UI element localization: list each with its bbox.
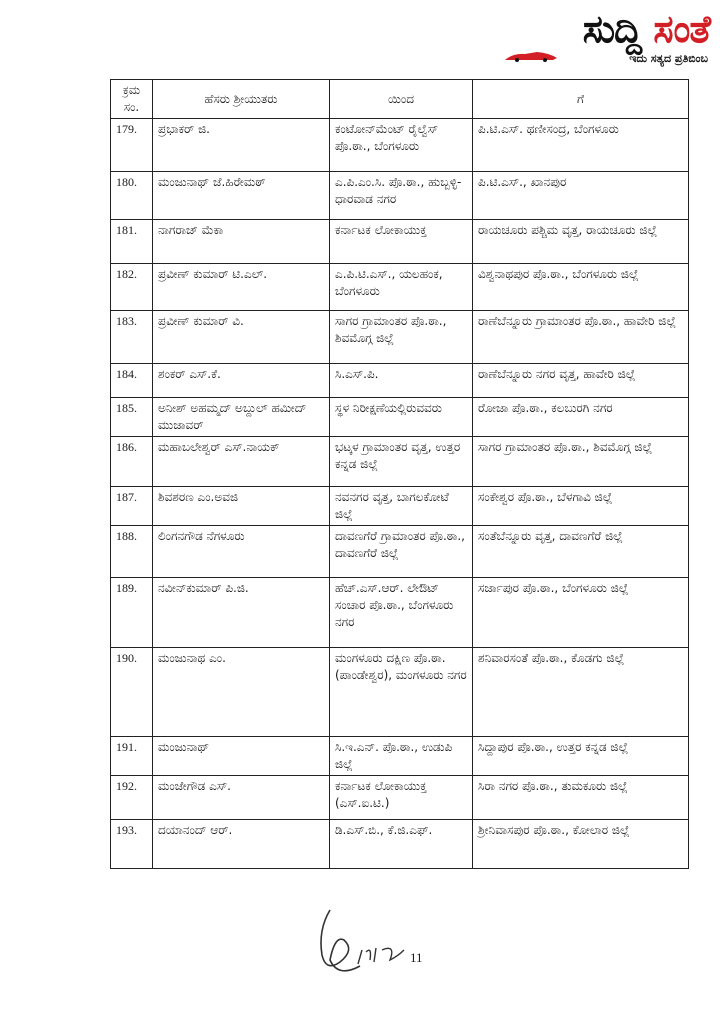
cell-from: ಸಿ.ಇ.ಎನ್. ಪೊ.ಠಾ., ಉಡುಪಿ ಜಿಲ್ಲೆ bbox=[330, 737, 473, 776]
cell-to: ಸಿರಾ ನಗರ ಪೊ.ಠಾ., ತುಮಕೂರು ಜಿಲ್ಲೆ bbox=[473, 776, 689, 820]
cell-serial: 188. bbox=[111, 526, 153, 578]
page-number: 11 bbox=[410, 950, 423, 965]
cell-from: ಸಿ.ಎಸ್.ಪಿ. bbox=[330, 364, 473, 398]
car-icon bbox=[503, 50, 559, 62]
logo-wordmark bbox=[583, 6, 710, 52]
logo-word-suddi: ಸುದ್ದಿ bbox=[582, 7, 642, 51]
cell-name: ಶಂಕರ್ ಎಸ್.ಕೆ. bbox=[153, 364, 330, 398]
signature bbox=[300, 900, 440, 980]
cell-serial: 185. bbox=[111, 398, 153, 437]
table-row bbox=[111, 398, 689, 437]
header-serial: ಕ್ರಮ ಸಂ. bbox=[111, 80, 153, 119]
table-row bbox=[111, 220, 689, 264]
cell-from: ಸ್ಥಳ ನಿರೀಕ್ಷಣೆಯಲ್ಲಿರುವವರು bbox=[330, 398, 473, 437]
cell-to: ರಾಣೆಬೆನ್ನೂರು ನಗರ ವೃತ್ತ, ಹಾವೇರಿ ಜಿಲ್ಲೆ bbox=[473, 364, 689, 398]
table-row bbox=[111, 648, 689, 737]
table-row bbox=[111, 578, 689, 648]
cell-name: ಮಂಜುನಾಥ್ bbox=[153, 737, 330, 776]
cell-name: ಅನೀಶ್ ಅಹಮ್ಮದ್ ಅಬ್ದುಲ್ ಹಮೀದ್ ಮುಜಾವರ್ bbox=[153, 398, 330, 437]
cell-from: ಎ.ಪಿ.ಎಂ.ಸಿ. ಪೊ.ಠಾ., ಹುಬ್ಬಳ್ಳಿ-ಧಾರವಾಡ ನಗರ bbox=[330, 172, 473, 220]
table-row bbox=[111, 526, 689, 578]
logo-word-sante: ಸಂತೆ bbox=[653, 7, 710, 51]
cell-from: ಭಟ್ಕಳ ಗ್ರಾಮಾಂತರ ವೃತ್ತ, ಉತ್ತರ ಕನ್ನಡ ಜಿಲ್ಲೆ bbox=[330, 437, 473, 487]
table-row bbox=[111, 172, 689, 220]
cell-from: ಮಂಗಳೂರು ದಕ್ಷಿಣ ಪೊ.ಠಾ. (ಪಾಂಡೇಶ್ವರ), ಮಂಗಳೂರು ನಗರ bbox=[330, 648, 473, 737]
cell-to: ಸಿದ್ದಾಪುರ ಪೊ.ಠಾ., ಉತ್ತರ ಕನ್ನಡ ಜಿಲ್ಲೆ bbox=[473, 737, 689, 776]
site-logo bbox=[495, 6, 710, 72]
cell-to: ಶ್ರೀನಿವಾಸಪುರ ಪೊ.ಠಾ., ಕೋಲಾರ ಜಿಲ್ಲೆ bbox=[473, 820, 689, 869]
cell-from: ಡಿ.ಎಸ್.ಬಿ., ಕೆ.ಜಿ.ಎಫ್. bbox=[330, 820, 473, 869]
cell-name: ಮಹಾಬಲೇಶ್ವರ್ ಎಸ್.ನಾಯಕ್ bbox=[153, 437, 330, 487]
cell-serial: 180. bbox=[111, 172, 153, 220]
header-from: ಯಿಂದ bbox=[330, 80, 473, 119]
table-row bbox=[111, 437, 689, 487]
cell-to: ಪಿ.ಟಿ.ಎಸ್. ಥಣೀಸಂದ್ರ, ಬೆಂಗಳೂರು bbox=[473, 119, 689, 172]
transfer-table bbox=[110, 79, 689, 869]
cell-from: ಕರ್ನಾಟಕ ಲೋಕಾಯುಕ್ತ (ಎಸ್.ಐ.ಟಿ.) bbox=[330, 776, 473, 820]
cell-serial: 191. bbox=[111, 737, 153, 776]
cell-name: ಮಂಜೇಗೌಡ ಎಸ್. bbox=[153, 776, 330, 820]
cell-name: ನವೀನ್‌ಕುಮಾರ್ ಪಿ.ಜಿ. bbox=[153, 578, 330, 648]
cell-to: ರಾಯಚೂರು ಪಶ್ಚಿಮ ವೃತ್ತ, ರಾಯಚೂರು ಜಿಲ್ಲೆ bbox=[473, 220, 689, 264]
cell-to: ಸಾಗರ ಗ್ರಾಮಾಂತರ ಪೊ.ಠಾ., ಶಿವಮೊಗ್ಗ ಜಿಲ್ಲೆ bbox=[473, 437, 689, 487]
header-name: ಹೆಸರು ಶ್ರೀಯುತರು bbox=[153, 80, 330, 119]
cell-serial: 190. bbox=[111, 648, 153, 737]
cell-to: ವಿಶ್ವನಾಥಪುರ ಪೊ.ಠಾ., ಬೆಂಗಳೂರು ಜಿಲ್ಲೆ bbox=[473, 264, 689, 311]
cell-name: ಲಿಂಗನಗೌಡ ನೆಗಳೂರು bbox=[153, 526, 330, 578]
cell-name: ದಯಾನಂದ್ ಆರ್. bbox=[153, 820, 330, 869]
table-header-row bbox=[111, 80, 689, 119]
table-row bbox=[111, 311, 689, 364]
table-row bbox=[111, 776, 689, 820]
cell-to: ಶನಿವಾರಸಂತೆ ಪೊ.ಠಾ., ಕೊಡಗು ಜಿಲ್ಲೆ bbox=[473, 648, 689, 737]
cell-serial: 189. bbox=[111, 578, 153, 648]
cell-from: ಹೆಚ್.ಎಸ್.ಆರ್. ಲೇಔಟ್ ಸಂಚಾರ ಪೊ.ಠಾ., ಬೆಂಗಳೂರು ನಗರ bbox=[330, 578, 473, 648]
cell-from: ದಾವಣಗೆರೆ ಗ್ರಾಮಾಂತರ ಪೊ.ಠಾ., ದಾವಣಗೆರೆ ಜಿಲ್ಲೆ bbox=[330, 526, 473, 578]
cell-serial: 193. bbox=[111, 820, 153, 869]
cell-to: ರೋಜಾ ಪೊ.ಠಾ., ಕಲಬುರಗಿ ನಗರ bbox=[473, 398, 689, 437]
cell-from: ಕಂಟೋನ್‌ಮೆಂಟ್ ರೈಲ್ವೆಸ್ ಪೊ.ಠಾ., ಬೆಂಗಳೂರು bbox=[330, 119, 473, 172]
table-row bbox=[111, 737, 689, 776]
cell-name: ಪ್ರವೀಣ್ ಕುಮಾರ್ ಟಿ.ಎಲ್. bbox=[153, 264, 330, 311]
cell-from: ನವನಗರ ವೃತ್ತ, ಬಾಗಲಕೋಟೆ ಜಿಲ್ಲೆ bbox=[330, 487, 473, 526]
table-row bbox=[111, 119, 689, 172]
table-row bbox=[111, 820, 689, 869]
table-row bbox=[111, 487, 689, 526]
cell-to: ಸರ್ಜಾಪುರ ಪೊ.ಠಾ., ಬೆಂಗಳೂರು ಜಿಲ್ಲೆ bbox=[473, 578, 689, 648]
cell-serial: 183. bbox=[111, 311, 153, 364]
cell-name: ಪ್ರಭಾಕರ್ ಜಿ. bbox=[153, 119, 330, 172]
cell-from: ಸಾಗರ ಗ್ರಾಮಾಂತರ ಪೊ.ಠಾ., ಶಿವಮೊಗ್ಗ ಜಿಲ್ಲೆ bbox=[330, 311, 473, 364]
cell-serial: 186. bbox=[111, 437, 153, 487]
cell-name: ನಾಗರಾಜ್ ಮೆಕಾ bbox=[153, 220, 330, 264]
cell-from: ಕರ್ನಾಟಕ ಲೋಕಾಯುಕ್ತ bbox=[330, 220, 473, 264]
logo-tagline: ಇದು ಸತ್ಯದ ಪ್ರತಿಬಿಂಬ bbox=[629, 52, 708, 65]
cell-name: ಪ್ರವೀಣ್ ಕುಮಾರ್ ವಿ. bbox=[153, 311, 330, 364]
cell-serial: 184. bbox=[111, 364, 153, 398]
table-row bbox=[111, 364, 689, 398]
cell-name: ಮಂಜುನಾಥ ಎಂ. bbox=[153, 648, 330, 737]
cell-from: ಎ.ಪಿ.ಟಿ.ಎಸ್., ಯಲಹಂಕ, ಬೆಂಗಳೂರು bbox=[330, 264, 473, 311]
header-to: ಗೆ bbox=[473, 80, 689, 119]
cell-serial: 179. bbox=[111, 119, 153, 172]
cell-to: ಪಿ.ಟಿ.ಎಸ್., ಖಾನಪುರ bbox=[473, 172, 689, 220]
cell-to: ಸಂತೆಬೆನ್ನೂರು ವೃತ್ತ, ದಾವಣಗೆರೆ ಜಿಲ್ಲೆ bbox=[473, 526, 689, 578]
cell-serial: 181. bbox=[111, 220, 153, 264]
cell-name: ಮಂಜುನಾಥ್ ಜೆ.ಹಿರೇಮಠ್ bbox=[153, 172, 330, 220]
cell-serial: 192. bbox=[111, 776, 153, 820]
cell-to: ರಾಣೆಬೆನ್ನೂರು ಗ್ರಾಮಾಂತರ ಪೊ.ಠಾ., ಹಾವೇರಿ ಜಿಲ್ಲೆ bbox=[473, 311, 689, 364]
cell-name: ಶಿವಶರಣ ಎಂ.ಅವಜಿ bbox=[153, 487, 330, 526]
cell-to: ಸಂಕೇಶ್ವರ ಪೊ.ಠಾ., ಬೆಳಗಾವಿ ಜಿಲ್ಲೆ bbox=[473, 487, 689, 526]
table-row bbox=[111, 264, 689, 311]
cell-serial: 182. bbox=[111, 264, 153, 311]
cell-serial: 187. bbox=[111, 487, 153, 526]
